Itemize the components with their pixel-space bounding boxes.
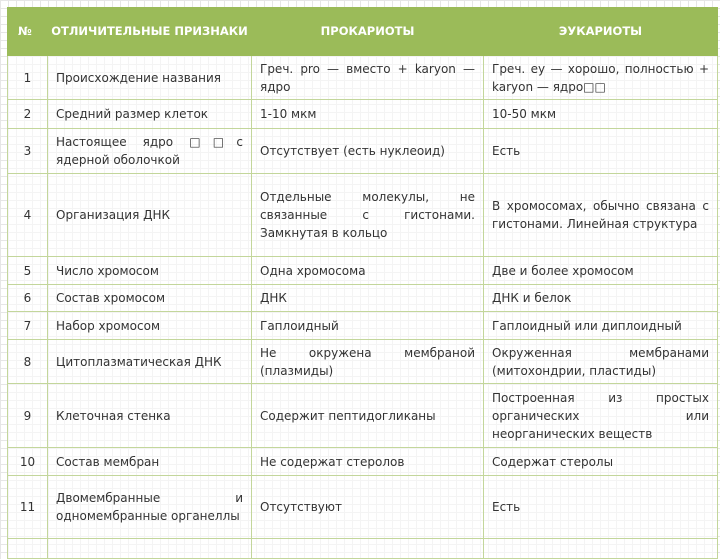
- empty-cell: [8, 539, 48, 559]
- table-row: [8, 384, 718, 448]
- row-feature: Набор хромосом: [48, 312, 252, 340]
- row-number: 10: [8, 448, 48, 476]
- row-feature: Состав хромосом: [48, 285, 252, 312]
- row-eukaryotes: Гаплоидный или диплоидный: [484, 312, 718, 340]
- row-number: 4: [8, 174, 48, 257]
- row-prokaryotes: Отдельные молекулы, не связанные с гистонами. Замкнутая в кольцо: [252, 174, 484, 257]
- header-feature: ОТЛИЧИТЕЛЬНЫЕ ПРИЗНАКИ: [48, 8, 252, 56]
- row-eukaryotes: Греч. eу — хорошо, полностью + karyon — ядро□□: [484, 56, 718, 100]
- table-row: [8, 448, 718, 476]
- row-prokaryotes: Гаплоидный: [252, 312, 484, 340]
- row-number: 9: [8, 384, 48, 448]
- row-number: 2: [8, 100, 48, 129]
- row-prokaryotes: Не содержат стеролов: [252, 448, 484, 476]
- header-eukaryotes: ЭУКАРИОТЫ: [484, 8, 718, 56]
- row-eukaryotes: Окруженная мембранами (митохондрии, пластиды): [484, 340, 718, 384]
- table-row-partial: [8, 539, 718, 559]
- row-feature: Происхождение названия: [48, 56, 252, 100]
- row-eukaryotes: Построенная из простых органических или неорганических веществ: [484, 384, 718, 448]
- row-feature: Состав мембран: [48, 448, 252, 476]
- row-prokaryotes: Одна хромосома: [252, 257, 484, 285]
- row-feature: Цитоплазматическая ДНК: [48, 340, 252, 384]
- table-row: [8, 100, 718, 129]
- row-number: 3: [8, 129, 48, 174]
- table-row: [8, 476, 718, 539]
- empty-cell: [484, 539, 718, 559]
- row-feature: Организация ДНК: [48, 174, 252, 257]
- row-eukaryotes: В хромосомах, обычно связана с гистонами. Линейная структура: [484, 174, 718, 257]
- row-number: 7: [8, 312, 48, 340]
- row-number: 1: [8, 56, 48, 100]
- empty-cell: [252, 539, 484, 559]
- row-prokaryotes: 1-10 мкм: [252, 100, 484, 129]
- row-eukaryotes: 10-50 мкм: [484, 100, 718, 129]
- row-feature: Двомембранные и одномембранные органеллы: [48, 476, 252, 539]
- row-prokaryotes: Содержит пептидогликаны: [252, 384, 484, 448]
- row-eukaryotes: Есть: [484, 129, 718, 174]
- table-row: [8, 56, 718, 100]
- table-row: [8, 312, 718, 340]
- comparison-table: [7, 7, 718, 559]
- row-number: 8: [8, 340, 48, 384]
- row-prokaryotes: Отсутствуют: [252, 476, 484, 539]
- row-feature: Настоящее ядро □□с ядерной оболочкой: [48, 129, 252, 174]
- header-num: №: [8, 8, 48, 56]
- row-prokaryotes: Отсутствует (есть нуклеоид): [252, 129, 484, 174]
- table-row: [8, 285, 718, 312]
- row-number: 6: [8, 285, 48, 312]
- table-row: [8, 340, 718, 384]
- row-prokaryotes: Греч. pro — вместо + karyon — ядро: [252, 56, 484, 100]
- table-row: [8, 129, 718, 174]
- header-row: [8, 8, 718, 56]
- header-prokaryotes: ПРОКАРИОТЫ: [252, 8, 484, 56]
- row-prokaryotes: Не окружена мембраной (плазмиды): [252, 340, 484, 384]
- row-eukaryotes: Есть: [484, 476, 718, 539]
- row-feature: Клеточная стенка: [48, 384, 252, 448]
- table-row: [8, 257, 718, 285]
- row-feature: Средний размер клеток: [48, 100, 252, 129]
- row-prokaryotes: ДНК: [252, 285, 484, 312]
- row-number: 5: [8, 257, 48, 285]
- row-eukaryotes: ДНК и белок: [484, 285, 718, 312]
- row-number: 11: [8, 476, 48, 539]
- row-eukaryotes: Две и более хромосом: [484, 257, 718, 285]
- row-feature: Число хромосом: [48, 257, 252, 285]
- row-eukaryotes: Содержат стеролы: [484, 448, 718, 476]
- table-row: [8, 174, 718, 257]
- empty-cell: [48, 539, 252, 559]
